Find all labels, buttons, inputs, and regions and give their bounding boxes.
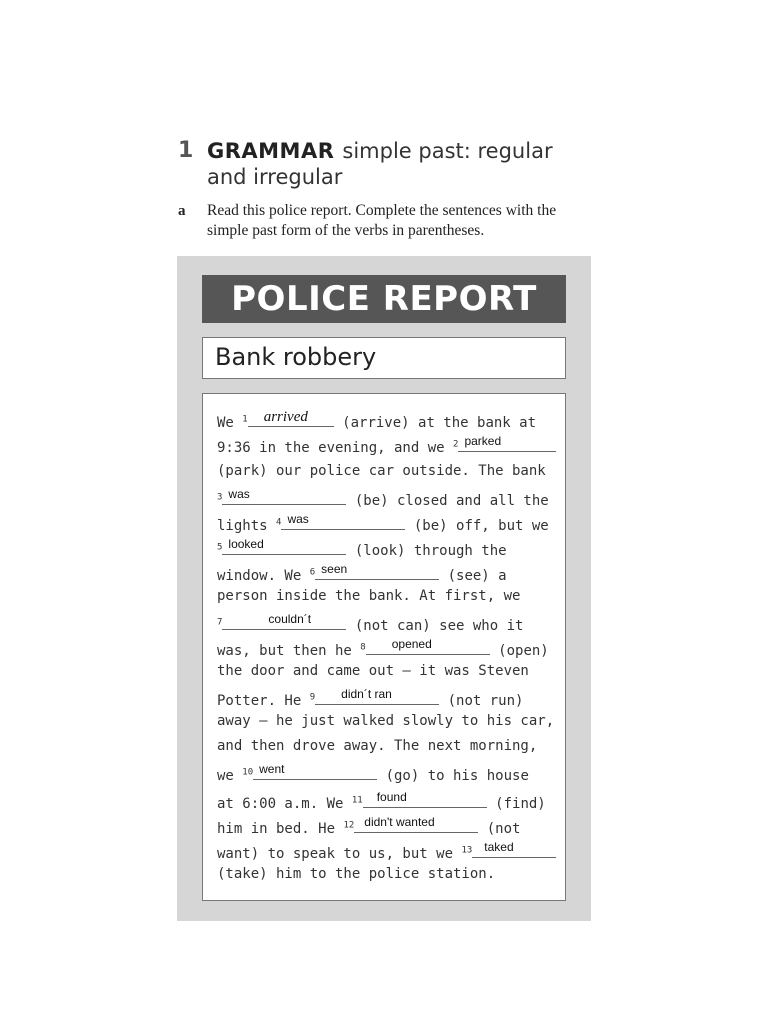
answer-blank-12[interactable] — [354, 816, 478, 833]
grammar-topic: simple past: regular and irregular — [207, 139, 553, 189]
story-line: window. We $^6$ seen (see) a — [217, 562, 507, 584]
blank-number: 6 — [309, 567, 316, 578]
story-line: him in bed. He $^{12}$ didn't wanted (not — [217, 815, 521, 837]
story-line: want) to speak to us, but we $^{13}$ taked — [217, 841, 556, 862]
answer-blank-6[interactable] — [315, 563, 439, 580]
report-headline: Bank robbery — [215, 343, 377, 371]
story-line: $^5$ looked (look) through the — [217, 537, 507, 559]
blank-number: 9 — [309, 692, 316, 703]
story-line: was, but then he $^8$ opened (open) — [217, 637, 549, 659]
blank-number: 1 — [242, 414, 248, 425]
blank-number: 2 — [453, 439, 459, 450]
headline-box — [202, 337, 566, 379]
exercise-number: 1 — [178, 138, 194, 163]
story-line: lights $^4$ was (be) off, but we — [217, 512, 549, 534]
story-line: we $^{10}$ went (go) to his house — [217, 762, 529, 784]
story-line: 9:36 in the evening, and we $^2$ parked — [217, 435, 556, 456]
story-line: (park) our police car outside. The bank — [217, 463, 546, 479]
blank-number: 7 — [217, 617, 223, 628]
answer-13: taked — [484, 840, 514, 854]
blank-number: 8 — [360, 642, 366, 653]
story-line: $^7$ couldn´t (not can) see who it — [217, 612, 524, 634]
answer-11: found — [376, 790, 407, 804]
blank-number: 12 — [343, 820, 355, 831]
answer-blank-3[interactable] — [222, 488, 346, 505]
blank-number: 5 — [217, 542, 223, 553]
blank-number: 13 — [461, 845, 473, 856]
story-line: the door and came out – it was Steven — [217, 663, 529, 679]
answer-5: looked — [228, 537, 264, 551]
answer-blank-5[interactable] — [222, 538, 346, 555]
answer-7: couldn´t — [268, 612, 312, 626]
answer-9: didn´t ran — [341, 687, 392, 701]
answer-blank-8[interactable] — [366, 638, 490, 655]
blank-number: 3 — [217, 492, 223, 503]
answer-blank-1[interactable] — [248, 410, 334, 427]
story-line: We $^1$ arrived (arrive) at the bank at — [217, 409, 537, 431]
story-line: person inside the bank. At first, we — [217, 588, 521, 604]
answer-8: opened — [391, 637, 432, 651]
blank-number: 4 — [276, 517, 282, 528]
answer-1: arrived — [263, 409, 308, 425]
instruction-letter: a — [178, 203, 186, 219]
answer-4: was — [287, 512, 309, 526]
answer-blank-4[interactable] — [281, 513, 405, 530]
story-line: away – he just walked slowly to his car, — [217, 713, 555, 729]
answer-6: seen — [321, 562, 348, 576]
story-line: (take) him to the police station. — [217, 866, 496, 882]
story-line: $^3$ was (be) closed and all the — [217, 487, 549, 509]
answer-2: parked — [464, 434, 502, 448]
answer-blank-2[interactable] — [458, 435, 556, 452]
answer-blank-10[interactable] — [253, 763, 377, 780]
grammar-label: GRAMMAR — [207, 139, 335, 163]
answer-blank-13[interactable] — [472, 841, 556, 858]
answer-blank-7[interactable] — [222, 613, 346, 630]
answer-blank-11[interactable] — [363, 791, 487, 808]
story-line: Potter. He $^9$ didn´t ran (not run) — [217, 687, 524, 709]
blank-number: 11 — [351, 795, 363, 806]
instruction-text: Read this police report. Complete the sentences with the simple past form of the verbs in parentheses. — [207, 202, 557, 239]
blank-number: 10 — [242, 767, 254, 778]
story-line: and then drove away. The next morning, — [217, 738, 538, 754]
answer-12: didn't wanted — [364, 815, 435, 829]
answer-3: was — [228, 487, 250, 501]
report-title: POLICE REPORT — [202, 275, 566, 323]
exercise-title — [207, 138, 587, 190]
answer-blank-9[interactable] — [315, 688, 439, 705]
story-box — [202, 393, 566, 901]
story-line: at 6:00 a.m. We $^{11}$ found (find) — [217, 790, 546, 812]
answer-10: went — [259, 762, 285, 776]
